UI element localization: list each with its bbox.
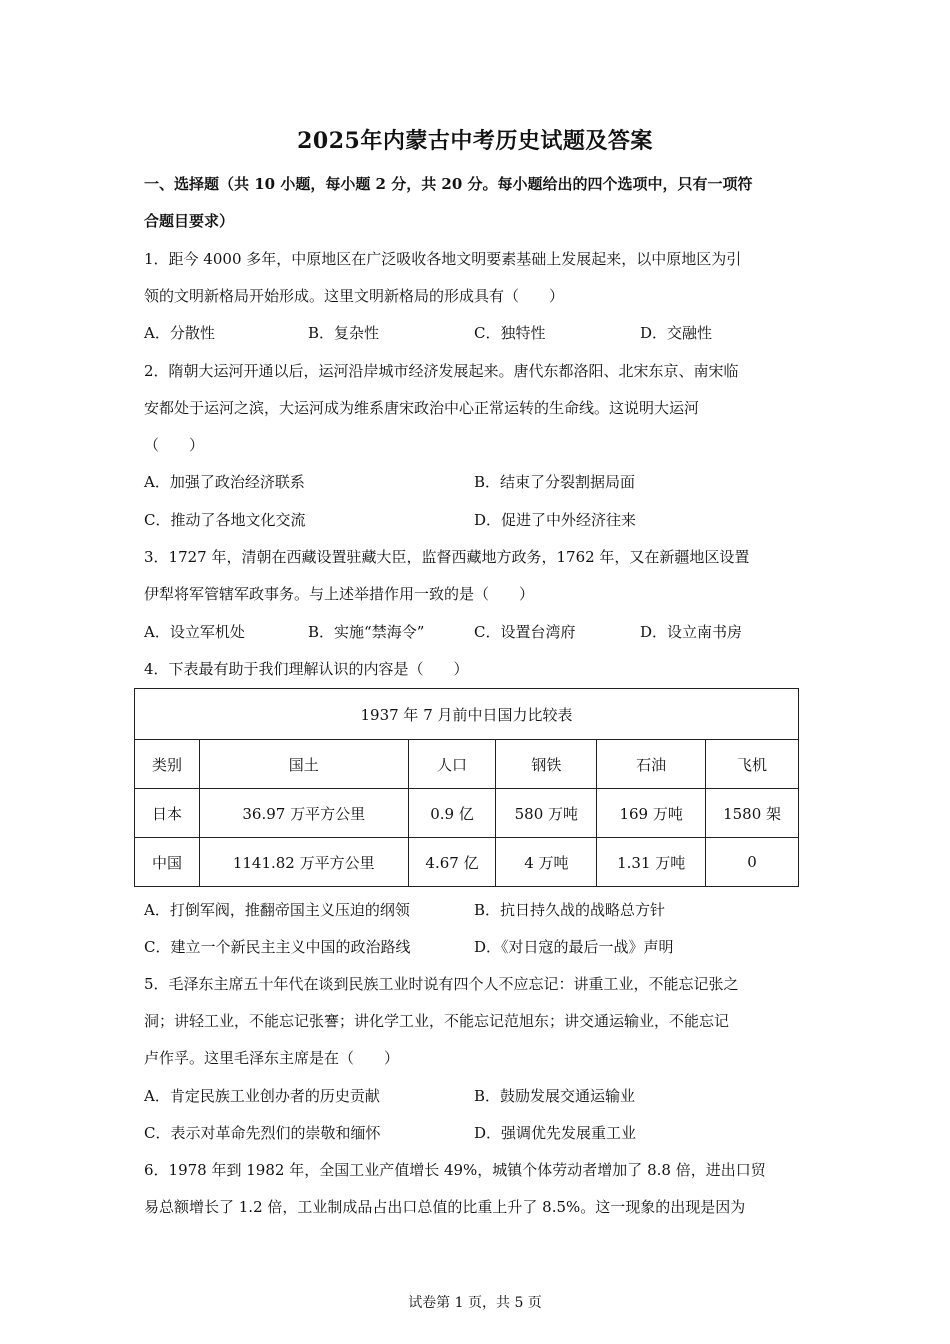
table-row (135, 838, 799, 887)
section-heading-line1: 一、选择题（共 10 小题，每小题 2 分，共 20 分。每小题给出的四个选项中，只有一项符 (144, 175, 753, 193)
q1-option-b: B．复杂性 (308, 324, 380, 342)
table-cell: 1141.82 万平方公里 (199, 838, 408, 887)
comparison-table (134, 688, 799, 887)
question-5-line2: 洞；讲轻工业，不能忘记张謇；讲化学工业，不能忘记范旭东；讲交通运输业，不能忘记 (144, 1012, 730, 1030)
table-header: 飞机 (706, 740, 799, 789)
question-5-line3: 卢作孚。这里毛泽东主席是在（ ） (144, 1049, 400, 1067)
table-header: 钢铁 (496, 740, 597, 789)
question-1-line2: 领的文明新格局开始形成。这里文明新格局的形成具有（ ） (144, 287, 565, 305)
question-6-line2: 易总额增长了 1.2 倍，工业制成品占出口总值的比重上升了 8.5%。这一现象的出现是因为 (144, 1198, 746, 1216)
table-cell: 36.97 万平方公里 (199, 789, 408, 838)
question-3-line1: 3．1727 年，清朝在西藏设置驻藏大臣，监督西藏地方政务，1762 年，又在新疆地区设置 (144, 548, 750, 566)
table-cell: 580 万吨 (496, 789, 597, 838)
table-cell: 日本 (135, 789, 200, 838)
question-6-line1: 6．1978 年到 1982 年，全国工业产值增长 49%，城镇个体劳动者增加了 8.8 倍，进出口贸 (144, 1161, 766, 1179)
q1-option-d: D．交融性 (640, 324, 713, 342)
question-4-line1: 4．下表最有助于我们理解认识的内容是（ ） (144, 660, 469, 678)
section-heading-line2: 合题目要求） (144, 212, 235, 230)
q3-option-d: D．设立南书房 (640, 623, 743, 641)
q5-option-b: B．鼓励发展交通运输业 (474, 1087, 636, 1105)
table-header: 国土 (199, 740, 408, 789)
q4-option-b: B．抗日持久战的战略总方针 (474, 901, 666, 919)
table-cell: 169 万吨 (597, 789, 706, 838)
question-5-line1: 5．毛泽东主席五十年代在谈到民族工业时说有四个人不应忘记：讲重工业，不能忘记张之 (144, 975, 739, 993)
q3-option-c: C．设置台湾府 (474, 623, 576, 641)
q5-option-d: D．强调优先发展重工业 (474, 1124, 637, 1142)
q2-option-a: A．加强了政治经济联系 (144, 473, 305, 491)
table-cell: 4 万吨 (496, 838, 597, 887)
question-2-line1: 2．隋朝大运河开通以后，运河沿岸城市经济发展起来。唐代东都洛阳、北宋东京、南宋临 (144, 362, 739, 380)
q3-option-a: A．设立军机处 (144, 623, 245, 641)
table-cell: 0.9 亿 (408, 789, 496, 838)
page-footer: 试卷第 1 页，共 5 页 (408, 1295, 542, 1311)
question-2-line3: （ ） (144, 436, 205, 454)
table-caption: 1937 年 7 月前中日国力比较表 (135, 689, 799, 740)
q3-option-b: B．实施“禁海令” (308, 623, 425, 641)
table-cell: 0 (706, 838, 799, 887)
table-cell: 中国 (135, 838, 200, 887)
q4-option-c: C．建立一个新民主主义中国的政治路线 (144, 938, 411, 956)
q1-option-c: C．独特性 (474, 324, 546, 342)
q2-option-d: D．促进了中外经济往来 (474, 511, 637, 529)
table-cell: 1.31 万吨 (597, 838, 706, 887)
question-3-line2: 伊犁将军管辖军政事务。与上述举措作用一致的是（ ） (144, 585, 535, 603)
q1-option-a: A．分散性 (144, 324, 215, 342)
page-title: 2025年内蒙古中考历史试题及答案 (297, 128, 653, 154)
table-header: 类别 (135, 740, 200, 789)
q4-option-d: D．《对日寇的最后一战》声明 (474, 938, 674, 956)
q4-option-a: A．打倒军阀，推翻帝国主义压迫的纲领 (144, 901, 410, 919)
table-cell: 4.67 亿 (408, 838, 496, 887)
table-cell: 1580 架 (706, 789, 799, 838)
table-header-row (135, 740, 799, 789)
table-row (135, 789, 799, 838)
question-2-line2: 安都处于运河之滨，大运河成为维系唐宋政治中心正常运转的生命线。这说明大运河 (144, 399, 700, 417)
q5-option-a: A．肯定民族工业创办者的历史贡献 (144, 1087, 380, 1105)
table-header: 石油 (597, 740, 706, 789)
table-header: 人口 (408, 740, 496, 789)
q5-option-c: C．表示对革命先烈们的崇敬和缅怀 (144, 1124, 381, 1142)
question-1-line1: 1．距今 4000 多年，中原地区在广泛吸收各地文明要素基础上发展起来，以中原地区为引 (144, 250, 742, 268)
q2-option-b: B．结束了分裂割据局面 (474, 473, 636, 491)
q2-option-c: C．推动了各地文化交流 (144, 511, 306, 529)
